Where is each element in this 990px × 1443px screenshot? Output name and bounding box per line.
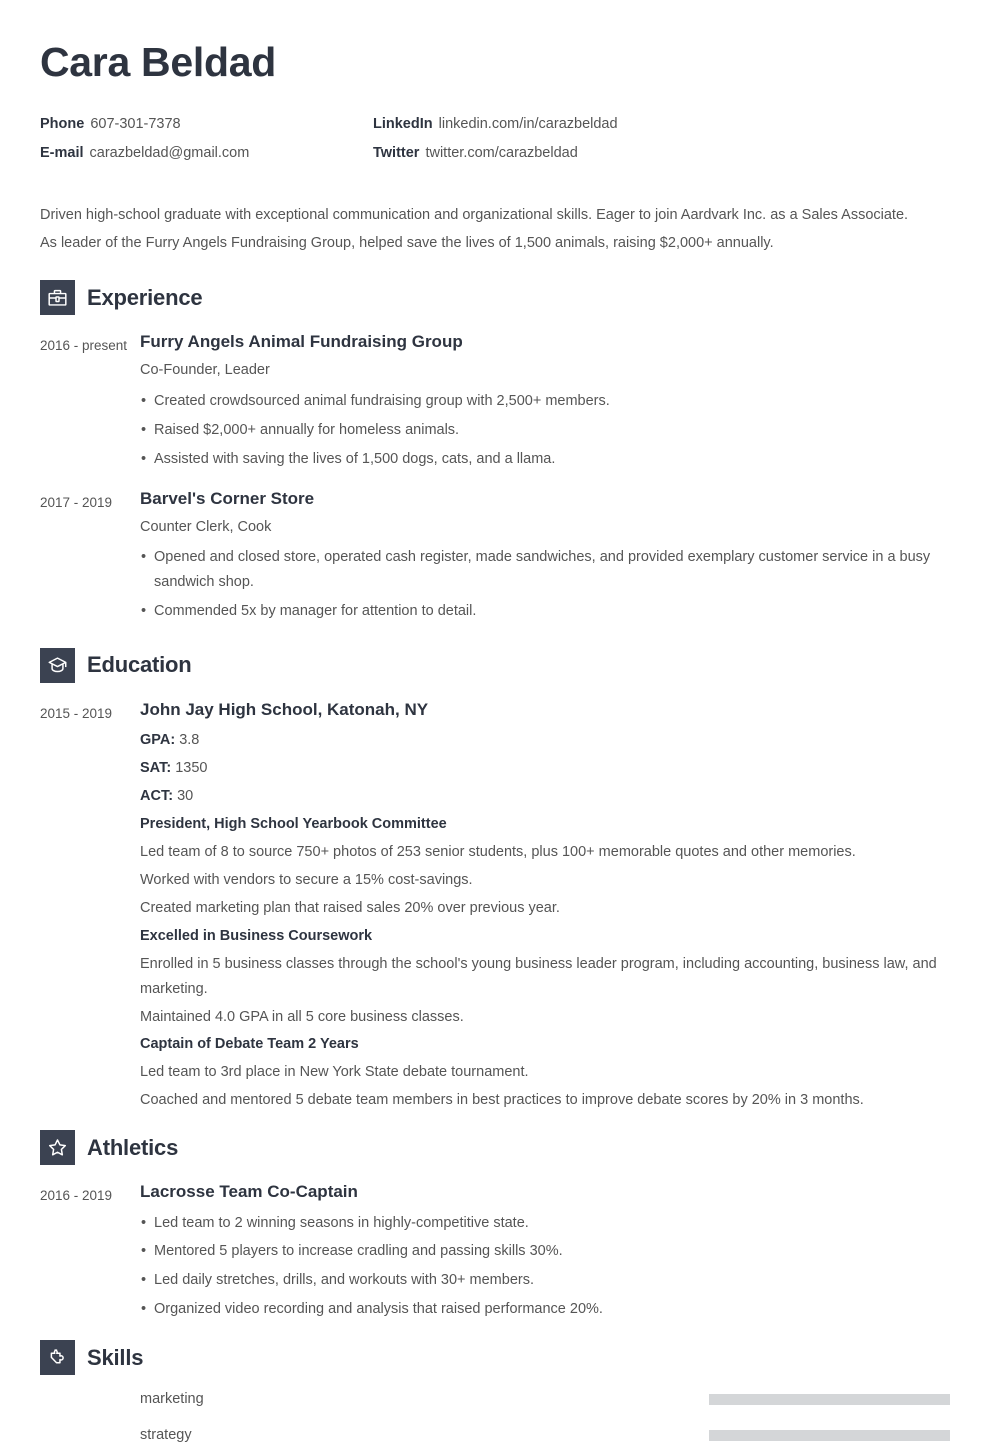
section-header-athletics bbox=[40, 1130, 950, 1165]
list-item: • Organized video recording and analysis that raised performance 20%. bbox=[140, 1297, 950, 1322]
contact-twitter-label: Twitter bbox=[373, 144, 420, 161]
entry-body bbox=[140, 488, 950, 628]
list-item: • Led team to 2 winning seasons in highly-competitive state. bbox=[140, 1211, 950, 1236]
contact-linkedin-label: LinkedIn bbox=[373, 116, 433, 133]
section-title-education: Education bbox=[87, 652, 192, 678]
education-group-line: Led team of 8 to source 750+ photos of 253 senior students, plus 100+ memorable quotes and other memories. bbox=[140, 843, 856, 860]
contact-email-value[interactable]: carazbeldad@gmail.com bbox=[89, 144, 250, 161]
education-group-heading: Captain of Debate Team 2 Years bbox=[140, 1036, 359, 1053]
education-group-line: Enrolled in 5 business classes through the school's young business leader program, including accounting, business law, and marketing. bbox=[140, 955, 937, 997]
section-header-experience bbox=[40, 280, 950, 315]
entry-bullet-list bbox=[140, 545, 950, 624]
contact-twitter-value[interactable]: twitter.com/carazbeldad bbox=[425, 144, 578, 161]
entry-dates: 2017 - 2019 bbox=[40, 494, 113, 510]
section-athletics bbox=[40, 1130, 950, 1326]
experience-entry bbox=[40, 488, 950, 628]
section-header-education bbox=[40, 648, 950, 683]
education-group-line: Led team to 3rd place in New York State debate tournament. bbox=[140, 1064, 529, 1081]
skill-row bbox=[140, 1391, 950, 1407]
summary-line-2: As leader of the Furry Angels Fundraising Group, helped save the lives of 1,500 animals, raising $2,000+ annually. bbox=[40, 235, 774, 252]
entry-body bbox=[140, 331, 950, 475]
summary-paragraph bbox=[40, 201, 950, 258]
stat-value: 30 bbox=[177, 788, 194, 805]
section-education bbox=[40, 648, 950, 1116]
skill-row bbox=[140, 1427, 950, 1443]
contact-twitter bbox=[373, 144, 950, 163]
graduation-cap-icon bbox=[40, 648, 75, 683]
contact-linkedin bbox=[373, 115, 950, 134]
education-group-line: Worked with vendors to secure a 15% cost-savings. bbox=[140, 871, 473, 888]
summary-line-1: Driven high-school graduate with exceptional communication and organizational skills. Eager to join Aardvark Inc. as a Sales Associate. bbox=[40, 206, 909, 223]
education-stat-gpa bbox=[140, 728, 950, 753]
education-stat-act bbox=[140, 784, 950, 809]
entry-body bbox=[140, 699, 950, 1116]
entry-title: Barvel's Corner Store bbox=[140, 488, 315, 508]
section-header-skills bbox=[40, 1340, 950, 1375]
list-item: • Assisted with saving the lives of 1,500 dogs, cats, and a llama. bbox=[140, 447, 950, 472]
skill-name: strategy bbox=[140, 1427, 192, 1443]
education-entry bbox=[40, 699, 950, 1116]
contact-phone-label: Phone bbox=[40, 116, 85, 133]
entry-title: Lacrosse Team Co-Captain bbox=[140, 1182, 358, 1202]
education-stat-sat bbox=[140, 756, 950, 781]
skill-level-bar bbox=[709, 1430, 950, 1441]
stat-value: 3.8 bbox=[179, 732, 200, 749]
section-title-athletics: Athletics bbox=[87, 1134, 179, 1160]
entry-subtitle: Co-Founder, Leader bbox=[140, 362, 270, 379]
list-item: • Led daily stretches, drills, and workouts with 30+ members. bbox=[140, 1268, 950, 1293]
entry-bullet-list bbox=[140, 1211, 950, 1323]
education-group-heading: President, High School Yearbook Committee bbox=[140, 815, 447, 832]
section-title-experience: Experience bbox=[87, 284, 203, 310]
skill-name: marketing bbox=[140, 1391, 204, 1408]
entry-bullet-list bbox=[140, 389, 950, 472]
page-title: Cara Beldad bbox=[40, 39, 276, 85]
skill-level-bar bbox=[709, 1394, 950, 1405]
list-item: • Opened and closed store, operated cash register, made sandwiches, and provided exemplary customer service in a busy sandwich shop. bbox=[140, 545, 950, 595]
list-item: • Created crowdsourced animal fundraising group with 2,500+ members. bbox=[140, 389, 950, 414]
list-item: • Raised $2,000+ annually for homeless animals. bbox=[140, 418, 950, 443]
education-group-heading: Excelled in Business Coursework bbox=[140, 927, 373, 944]
stat-key: ACT: bbox=[140, 788, 174, 805]
contact-email-label: E-mail bbox=[40, 144, 84, 161]
star-icon bbox=[40, 1130, 75, 1165]
education-group-line: Maintained 4.0 GPA in all 5 core business classes. bbox=[140, 1008, 464, 1025]
entry-dates: 2015 - 2019 bbox=[40, 705, 113, 721]
education-group-line: Coached and mentored 5 debate team members in best practices to improve debate scores by 20% in 3 months. bbox=[140, 1092, 864, 1109]
entry-title: John Jay High School, Katonah, NY bbox=[140, 699, 429, 719]
stat-key: GPA: bbox=[140, 732, 176, 749]
entry-title: Furry Angels Animal Fundraising Group bbox=[140, 332, 463, 352]
entry-dates: 2016 - 2019 bbox=[40, 1188, 113, 1204]
contact-email bbox=[40, 144, 373, 163]
section-skills bbox=[40, 1340, 950, 1443]
stat-key: SAT: bbox=[140, 760, 172, 777]
entry-body bbox=[140, 1181, 950, 1326]
section-experience bbox=[40, 280, 950, 628]
list-item: • Commended 5x by manager for attention to detail. bbox=[140, 599, 950, 624]
athletics-entry bbox=[40, 1181, 950, 1326]
list-item: • Mentored 5 players to increase cradling and passing skills 30%. bbox=[140, 1239, 950, 1264]
briefcase-icon bbox=[40, 280, 75, 315]
entry-dates: 2016 - present bbox=[40, 338, 128, 354]
education-group-line: Created marketing plan that raised sales 20% over previous year. bbox=[140, 899, 560, 916]
experience-entry bbox=[40, 331, 950, 475]
stat-value: 1350 bbox=[175, 760, 208, 777]
puzzle-piece-icon bbox=[40, 1340, 75, 1375]
section-title-skills: Skills bbox=[87, 1344, 144, 1370]
contact-linkedin-value[interactable]: linkedin.com/in/carazbeldad bbox=[438, 116, 618, 133]
entry-subtitle: Counter Clerk, Cook bbox=[140, 518, 272, 535]
contact-phone bbox=[40, 115, 373, 134]
contact-phone-value: 607-301-7378 bbox=[90, 116, 181, 133]
contact-info bbox=[40, 115, 950, 163]
